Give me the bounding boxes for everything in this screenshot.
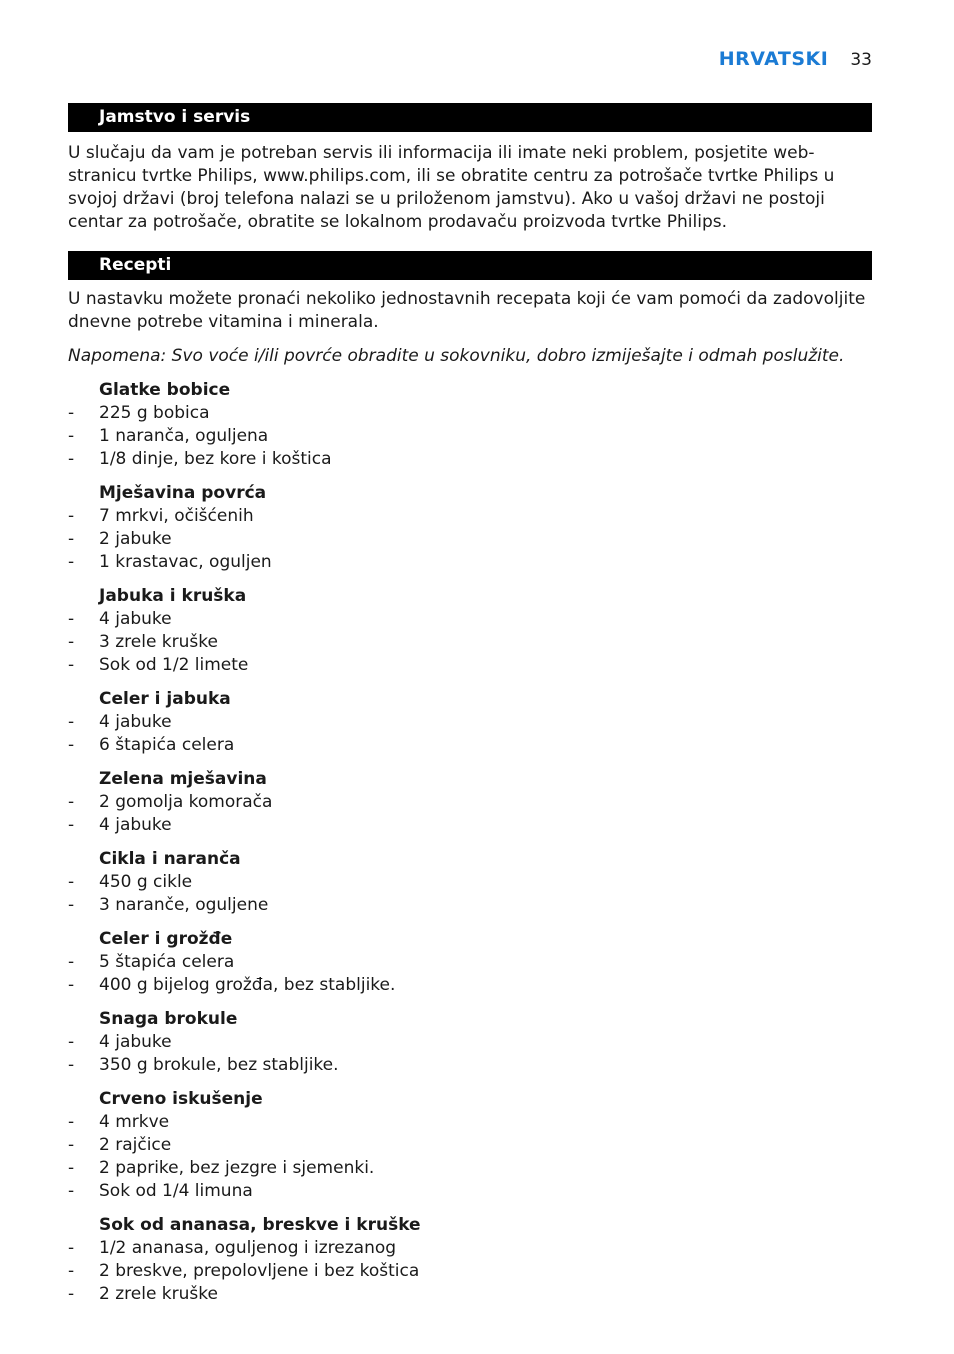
bullet-dash: -: [68, 1158, 75, 1178]
recipe-block: [68, 848, 878, 917]
ingredient-item: [68, 1283, 878, 1306]
page-header: [719, 48, 872, 70]
bullet-dash: -: [68, 952, 75, 972]
recipe-title: Crveno iskušenje: [99, 1089, 263, 1109]
ingredient-text: Sok od 1/4 limuna: [99, 1181, 253, 1201]
bullet-dash: -: [68, 872, 75, 892]
bullet-dash: -: [68, 792, 75, 812]
ingredient-item: [68, 1260, 878, 1283]
recipe-title: Glatke bobice: [99, 380, 231, 400]
recipe-block: [68, 928, 878, 997]
ingredient-text: 7 mrkvi, očišćenih: [99, 506, 254, 526]
recipes-intro: U nastavku možete pronaći nekoliko jednostavnih recepata koji će vam pomoći da zadovoljite dnevne potrebe vitamina i minerala.: [68, 289, 866, 332]
recipes-note: Napomena: Svo voće i/ili povrće obradite u sokovniku, dobro izmiješajte i odmah poslužite.: [68, 346, 845, 366]
bullet-dash: -: [68, 632, 75, 652]
ingredient-text: 3 zrele kruške: [99, 632, 218, 652]
ingredient-text: 350 g brokule, bez stabljike.: [99, 1055, 339, 1075]
recipe-block: [68, 1008, 878, 1077]
ingredient-item: [68, 1134, 878, 1157]
recipe-block: [68, 379, 878, 471]
ingredient-item: [68, 631, 878, 654]
bullet-dash: -: [68, 449, 75, 469]
recipe-title: Jabuka i kruška: [99, 586, 247, 606]
bullet-dash: -: [68, 1112, 75, 1132]
ingredient-text: 6 štapića celera: [99, 735, 235, 755]
ingredient-text: 1/8 dinje, bez kore i koštica: [99, 449, 332, 469]
ingredient-item: [68, 425, 878, 448]
bullet-dash: -: [68, 815, 75, 835]
ingredient-item: [68, 1180, 878, 1203]
ingredient-text: 4 jabuke: [99, 815, 172, 835]
warranty-text-start: U slučaju da vam je potreban servis ili informacija ili imate neki problem, posjetite web-stranicu tvrtke Philips,: [68, 143, 815, 186]
ingredient-text: 2 gomolja komorača: [99, 792, 273, 812]
bullet-dash: -: [68, 426, 75, 446]
bullet-dash: -: [68, 712, 75, 732]
bullet-dash: -: [68, 895, 75, 915]
ingredient-item: [68, 894, 878, 917]
ingredient-item: [68, 974, 878, 997]
recipe-title: Zelena mješavina: [99, 769, 267, 789]
ingredient-item: [68, 711, 878, 734]
ingredient-item: [68, 528, 878, 551]
bullet-dash: -: [68, 1261, 75, 1281]
recipe-block: [68, 585, 878, 677]
recipe-block: [68, 688, 878, 757]
bullet-dash: -: [68, 735, 75, 755]
ingredient-item: [68, 1031, 878, 1054]
ingredient-item: [68, 871, 878, 894]
ingredient-item: [68, 814, 878, 837]
ingredient-text: 400 g bijelog grožđa, bez stabljike.: [99, 975, 396, 995]
recipe-block: [68, 768, 878, 837]
bullet-dash: -: [68, 1135, 75, 1155]
recipe-title: Cikla i naranča: [99, 849, 241, 869]
ingredient-item: [68, 791, 878, 814]
ingredient-item: [68, 1054, 878, 1077]
bullet-dash: -: [68, 506, 75, 526]
recipe-list: [68, 379, 878, 1317]
ingredient-text: 2 jabuke: [99, 529, 172, 549]
recipe-title: Celer i jabuka: [99, 689, 231, 709]
ingredient-item: [68, 608, 878, 631]
philips-link[interactable]: www.philips.com: [263, 166, 406, 186]
ingredient-text: 5 štapića celera: [99, 952, 235, 972]
ingredient-text: 4 jabuke: [99, 609, 172, 629]
bullet-dash: -: [68, 403, 75, 423]
recipe-title: Celer i grožđe: [99, 929, 233, 949]
ingredient-item: [68, 654, 878, 677]
ingredient-item: [68, 505, 878, 528]
ingredient-text: 2 paprike, bez jezgre i sjemenki.: [99, 1158, 375, 1178]
ingredient-text: 2 rajčice: [99, 1135, 172, 1155]
ingredient-text: 2 zrele kruške: [99, 1284, 218, 1304]
bullet-dash: -: [68, 1055, 75, 1075]
ingredient-item: [68, 448, 878, 471]
section-header-warranty: Jamstvo i servis: [68, 103, 872, 132]
bullet-dash: -: [68, 1032, 75, 1052]
recipe-title: Snaga brokule: [99, 1009, 238, 1029]
ingredient-item: [68, 1111, 878, 1134]
ingredient-text: 4 jabuke: [99, 712, 172, 732]
ingredient-text: 1 krastavac, oguljen: [99, 552, 272, 572]
ingredient-text: 1/2 ananasa, oguljenog i izrezanog: [99, 1238, 397, 1258]
bullet-dash: -: [68, 1181, 75, 1201]
recipe-block: [68, 1214, 878, 1306]
ingredient-item: [68, 951, 878, 974]
page-number: 33: [850, 50, 872, 70]
ingredient-text: 1 naranča, oguljena: [99, 426, 269, 446]
ingredient-text: 450 g cikle: [99, 872, 193, 892]
language-label: HRVATSKI: [718, 48, 829, 70]
ingredient-text: 4 mrkve: [99, 1112, 170, 1132]
ingredient-text: 2 breskve, prepolovljene i bez koštica: [99, 1261, 420, 1281]
ingredient-text: 225 g bobica: [99, 403, 210, 423]
ingredient-text: 4 jabuke: [99, 1032, 172, 1052]
ingredient-item: [68, 1237, 878, 1260]
recipe-title: Mješavina povrća: [99, 483, 267, 503]
bullet-dash: -: [68, 975, 75, 995]
ingredient-item: [68, 1157, 878, 1180]
ingredient-item: [68, 402, 878, 425]
recipe-title: Sok od ananasa, breskve i kruške: [99, 1215, 421, 1235]
bullet-dash: -: [68, 1284, 75, 1304]
ingredient-text: 3 naranče, oguljene: [99, 895, 269, 915]
bullet-dash: -: [68, 552, 75, 572]
section-header-recipes: Recepti: [68, 251, 872, 280]
ingredient-item: [68, 734, 878, 757]
ingredient-text: Sok od 1/2 limete: [99, 655, 249, 675]
warranty-text-end: , ili se obratite centru za potrošače tvrtke Philips u svojoj državi (broj telefona nalazi se u priloženom jamstvu). Ako u vašoj državi ne postoji centar za potrošače, obratite se lokalnom prodavaču proizvoda tvrtke Philips.: [68, 166, 835, 232]
bullet-dash: -: [68, 529, 75, 549]
bullet-dash: -: [68, 655, 75, 675]
recipe-block: [68, 482, 878, 574]
ingredient-item: [68, 551, 878, 574]
recipe-block: [68, 1088, 878, 1203]
bullet-dash: -: [68, 609, 75, 629]
warranty-paragraph: [68, 142, 878, 234]
bullet-dash: -: [68, 1238, 75, 1258]
